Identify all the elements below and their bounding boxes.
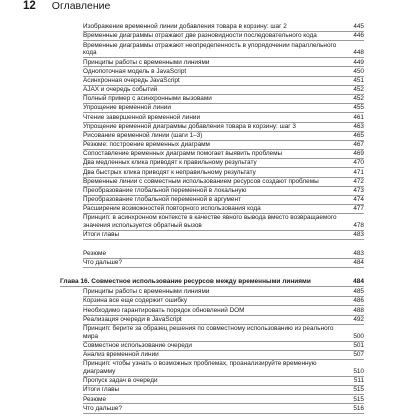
toc-entry-page: 488 (353, 306, 364, 314)
toc-entry-page: 465 (353, 131, 364, 139)
toc-entry-page: 448 (353, 49, 364, 57)
toc-entry[interactable] (83, 386, 364, 395)
toc-entry-page: 484 (353, 258, 364, 266)
toc-entry[interactable] (83, 187, 364, 196)
toc-entry-title: Расширение возможностей повторного использования кода (83, 205, 261, 213)
toc-entry[interactable] (83, 351, 364, 360)
toc-entry[interactable] (83, 113, 364, 122)
toc-entry-title: Изображение временной линии добавления товара в корзину: шаг 2 (83, 23, 287, 31)
toc-entry-title: Совместное использование очереди (83, 341, 192, 349)
toc-entry-title: Преобразование глобальной переменной в аргумент (83, 196, 241, 204)
toc-entry-page: 455 (353, 104, 364, 112)
toc-entry[interactable] (83, 178, 364, 187)
toc-entry-title: Сопоставление временных диаграмм помогает выявить проблемы (83, 150, 283, 158)
toc-entry[interactable] (83, 23, 364, 32)
toc-entry[interactable] (83, 41, 364, 58)
toc-entry-page: 511 (353, 377, 364, 385)
toc-entry[interactable] (83, 159, 364, 168)
toc-entry[interactable] (83, 395, 364, 404)
toc-entry[interactable] (83, 95, 364, 104)
toc-entry-title: Упрощение временной линии (83, 104, 171, 112)
toc-entry[interactable] (83, 150, 364, 159)
running-title: Оглавление (51, 0, 111, 12)
toc-entry-title: Временные линии с совместным использованием ресурсов создают проблемы (83, 177, 319, 185)
toc-entry-page: 510 (353, 367, 364, 375)
toc-entry-page: 452 (353, 86, 364, 94)
toc-entry-page: 445 (353, 23, 364, 31)
toc-entry-page: 486 (353, 297, 364, 305)
toc-section-top (83, 23, 364, 268)
toc-entry-title: Что дальше? (83, 404, 123, 412)
toc-entry[interactable] (83, 168, 364, 177)
toc-entry-title: Резюме: построение временных диаграмм (83, 141, 210, 149)
toc-entry-title: Необходимо гарантировать порядок обновлений DOM (83, 306, 245, 314)
toc-entry[interactable] (83, 141, 364, 150)
toc-gap (83, 240, 364, 249)
toc-entry[interactable] (83, 288, 364, 297)
toc-entry-page: 515 (353, 395, 364, 403)
toc-entry[interactable] (83, 67, 364, 76)
toc-entry-page: 446 (353, 32, 364, 40)
toc-entry[interactable] (83, 325, 364, 342)
toc-entry-page: 477 (353, 205, 364, 213)
toc-section-bottom (83, 288, 364, 414)
toc-entry-page: 469 (353, 150, 364, 158)
toc-entry-page: 450 (353, 67, 364, 75)
toc-entry-page: 472 (353, 177, 364, 185)
toc-entry-page: 470 (353, 159, 364, 167)
toc-entry-page: 467 (353, 141, 364, 149)
toc-entry-page: 501 (353, 341, 364, 349)
toc-entry[interactable] (83, 360, 364, 377)
toc-entry-page: 516 (353, 404, 364, 412)
toc-entry-page: 449 (353, 58, 364, 66)
toc-entry-title: Итоги главы (83, 386, 120, 394)
toc-entry[interactable] (83, 342, 364, 351)
toc-entry-title: AJAX и очередь событий (83, 86, 158, 94)
toc-entry-title: Два быстрых клика приводят к неправильному результату (83, 168, 256, 176)
toc-entry-title: Корзина все еще содержит ошибку (83, 297, 188, 305)
toc-entry[interactable] (83, 297, 364, 306)
toc-entry[interactable] (83, 86, 364, 95)
toc-entry-title: Два медленных клика приводят к правильному результату (83, 159, 257, 167)
toc-entry-page: 515 (353, 386, 364, 394)
chapter-heading[interactable] (60, 278, 364, 287)
toc-entry-page: 483 (353, 231, 364, 239)
toc-entry-page: 463 (353, 122, 364, 130)
toc-entry-title: Рисование временной линии (шаги 1–3) (83, 131, 203, 139)
toc-entry-page: 452 (353, 95, 364, 103)
toc-entry-page: 507 (353, 351, 364, 359)
toc-entry-title: Принципы работы с временными линиями (83, 58, 210, 66)
chapter-title: Глава 16. Совместное использование ресурсов между временными линиями (60, 278, 311, 285)
toc-entry[interactable] (83, 205, 364, 214)
toc-entry-title: Чтение завершенной временной линии (83, 113, 201, 121)
chapter-page: 484 (353, 278, 364, 285)
page-number: 12 (23, 0, 36, 12)
toc-entry-title: Временные диаграммы отражают неопределенность в упорядочении параллельного кода (83, 41, 337, 57)
toc-entry-title: Упрощение временной диаграммы добавления товара в корзину: шаг 3 (83, 122, 296, 130)
toc-entry[interactable] (83, 196, 364, 205)
toc-entry[interactable] (83, 32, 364, 41)
toc-entry[interactable] (83, 306, 364, 315)
toc-entry[interactable] (83, 316, 364, 325)
toc-entry-page: 492 (353, 315, 364, 323)
toc-entry-title: Однопоточная модель в JavaScript (83, 67, 187, 75)
toc-entry-page: 451 (353, 76, 364, 84)
toc-entry[interactable] (83, 132, 364, 141)
toc-entry-page: 471 (353, 168, 364, 176)
toc-entry-title: Принцип: чтобы узнать о возможных проблемах, проанализируйте временную диаграмму (83, 360, 317, 375)
toc-entry[interactable] (83, 77, 364, 86)
toc-entry[interactable] (83, 104, 364, 113)
toc-entry-title: Что дальше? (83, 258, 123, 266)
toc-entry[interactable] (83, 249, 364, 258)
toc-entry-page: 461 (353, 113, 364, 121)
toc-entry-title: Временные диаграммы отражают две разновидности последовательного кода (83, 32, 317, 40)
toc-entry-title: Принцип: в асинхронном контексте в качестве явного вывода вместо возвращаемого значения используется обратный вызов (83, 214, 337, 230)
toc-entry[interactable] (83, 404, 364, 413)
toc-entry-page: 500 (353, 332, 364, 340)
toc-entry-page: 478 (353, 222, 364, 230)
toc-entry-title: Резюме (83, 395, 106, 403)
toc-entry-title: Реализация очереди в JavaScript (83, 315, 182, 323)
toc-entry-title: Резюме (83, 249, 106, 257)
toc-entry-title: Асинхронная очередь JavaScript (83, 76, 180, 84)
toc-entry[interactable] (83, 214, 364, 231)
toc-entry[interactable] (83, 377, 364, 386)
toc-entry[interactable] (83, 231, 364, 240)
toc-entry-page: 474 (353, 196, 364, 204)
running-header (23, 0, 110, 14)
toc-entry-page: 485 (353, 288, 364, 296)
toc-entry-title: Преобразование глобальной переменной в локальную (83, 186, 247, 194)
toc-entry-title: Полный пример с асинхронными вызовами (83, 95, 212, 103)
toc-entry[interactable] (83, 259, 364, 268)
toc-entry[interactable] (83, 58, 364, 67)
toc-entry-page: 473 (353, 186, 364, 194)
toc-entry-title: Итоги главы (83, 231, 120, 239)
toc-entry-title: Принцип: берите за образец решения по совместному использованию из реального мира (83, 324, 334, 340)
toc-entry-page: 483 (353, 249, 364, 257)
toc-entry-title: Пропуск задач в очереди (83, 377, 158, 385)
toc-entry[interactable] (83, 123, 364, 132)
toc-entry-title: Анализ временной линии (83, 351, 159, 359)
toc-entry-title: Принципы работы с временными линиями (83, 288, 210, 296)
